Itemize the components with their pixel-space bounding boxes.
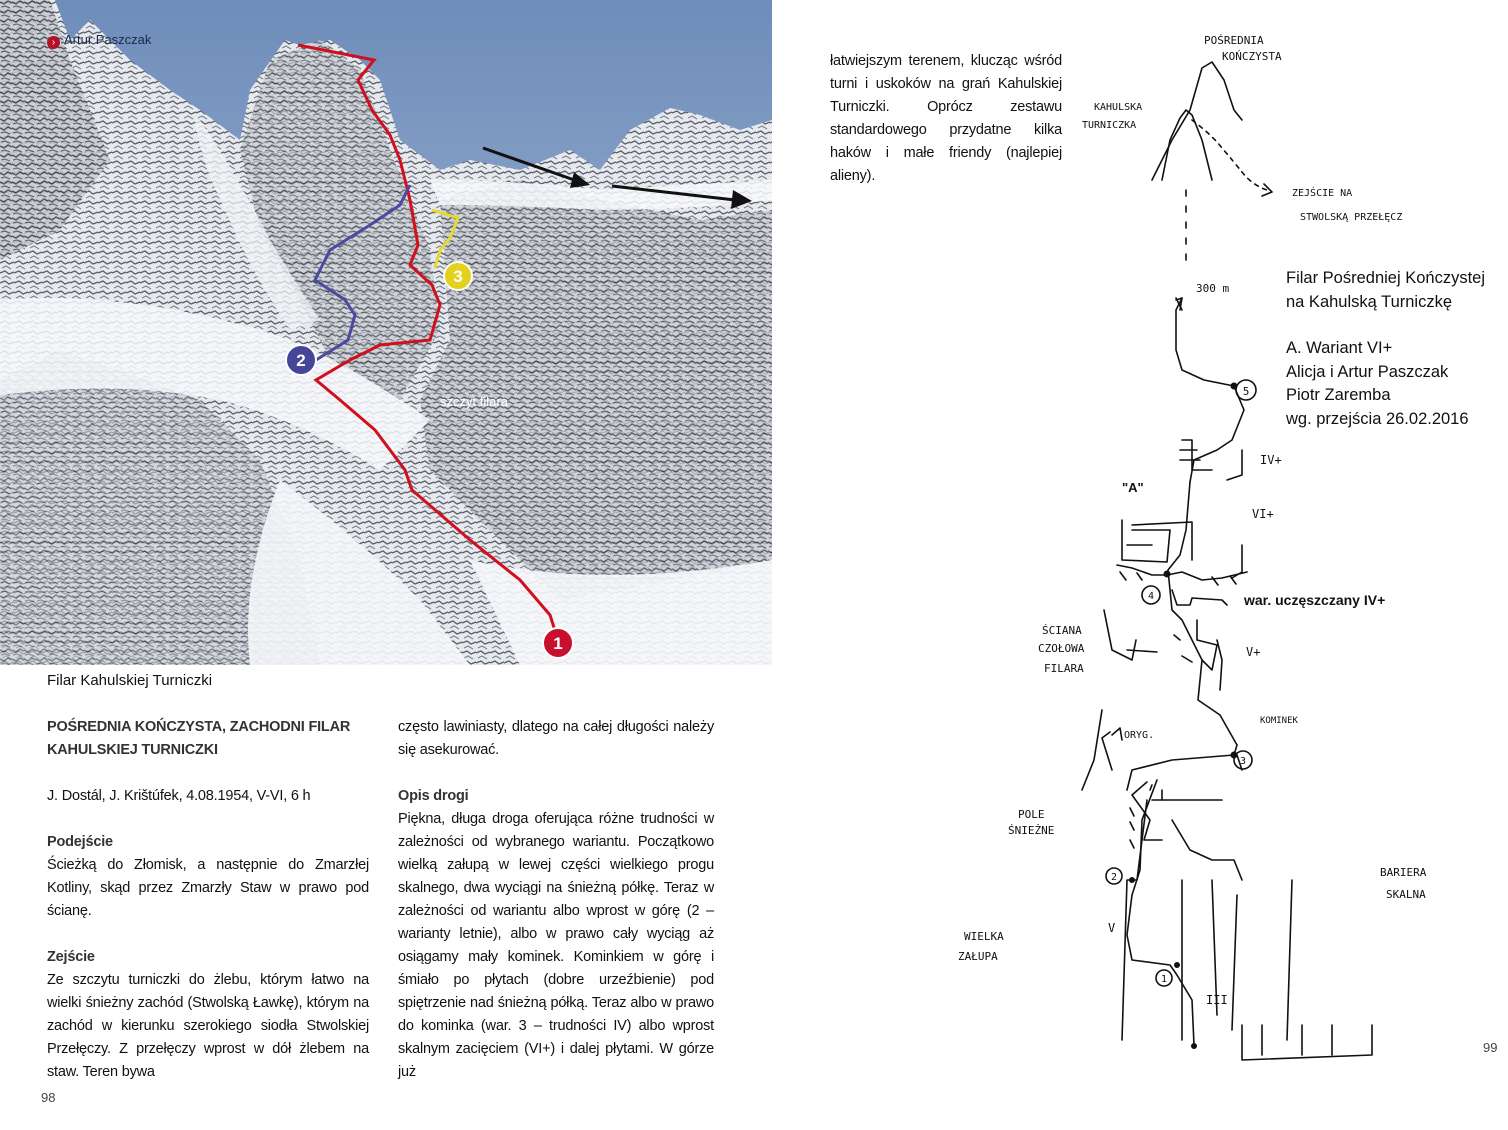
route-info-line6: wg. przejścia 26.02.2016 [1286, 409, 1469, 428]
text-column-1 [47, 716, 369, 1084]
page-number-left: 98 [41, 1090, 56, 1105]
route-info-block [1286, 267, 1485, 431]
label-common-variant: war. uczęszczany IV+ [1244, 592, 1386, 608]
photo-caption: Filar Kahulskiej Turniczki [47, 672, 213, 689]
description-text: Piękna, długa droga oferująca różne trudności w zależności od wybranego wariantu. Początkowo wielką załupą w lewej części wielkiego progu skalnego, dwa wyciągi na śnieżną półkę. Teraz w zależności od wariantu albo wprost w górę (2 – warianty letnie), albo w prawo cały wyciąg aż osiągamy mały kominek. Kominkiem w górę i śmiało po płytach (dobre urzeźbienie) pod spiętrzenie nad śnieżną półką. Teraz albo w prawo do kominka (war. 3 – trudności IV) albo wprost skalnym zacięciem (VI+) i dalej płytami. W górze już [398, 811, 714, 1080]
page-number-right: 99 [1483, 1040, 1498, 1055]
label-wielka-2: ZAŁUPA [958, 950, 998, 963]
label-bariera-1: BARIERA [1380, 866, 1427, 879]
label-grade-iii: III [1206, 993, 1228, 1007]
descent-text: Ze szczytu turniczki do żlebu, którym łatwo na wielki śnieżny zachód (Stwolską Ławkę), którym na zachód w kierunku szerokiego siodła Stwolskiej Przełęczy. Z przełęczy wprost w dół żlebem na staw. Teren bywa [47, 972, 369, 1080]
label-kahulska-2: TURNICZKA [1082, 120, 1137, 131]
label-kominek: KOMINEK [1260, 716, 1298, 726]
descent-text-continued: często lawiniasty, dlatego na całej długości należy się asekurować. [398, 719, 714, 758]
photo-credit-text: Artur Paszczak [64, 32, 152, 47]
right-page [772, 0, 1508, 1130]
label-kahulska-1: KAHULSKA [1094, 102, 1143, 113]
label-distance: 300 m [1196, 282, 1230, 295]
route-info-line5: Piotr Zaremba [1286, 386, 1391, 404]
photo-credit [47, 32, 151, 49]
label-variant-a: "A" [1122, 480, 1144, 495]
belay-1-label: 1 [1160, 974, 1168, 985]
text-column-2 [398, 716, 714, 1084]
approach-heading: Podejście [47, 834, 113, 850]
route-info-line3: A. Wariant VI+ [1286, 339, 1393, 357]
mountain-photo [0, 0, 772, 665]
label-grade-v: V [1108, 921, 1116, 935]
label-sciana-2: CZOŁOWA [1038, 642, 1085, 655]
topo-sketch [772, 0, 1508, 1130]
belay-5-label: 5 [1242, 385, 1250, 398]
label-sciana-3: FILARA [1044, 662, 1084, 675]
label-oryg: ORYG. [1124, 730, 1155, 741]
summit-label: szczyt filara [440, 394, 508, 409]
label-zejscie-1: ZEJŚCIE NA [1292, 188, 1353, 199]
label-wielka-1: WIELKA [964, 930, 1004, 943]
label-sciana-1: ŚCIANA [1042, 624, 1082, 637]
intro-text: łatwiejszym terenem, klucząc wśród turni i uskoków na grań Kahulskiej Turniczki. Oprócz zestawu standardowego przydatne kilka haków i małe friendy (najlepiej alieny). [830, 53, 1062, 184]
approach-text: Ścieżką do Złomisk, a następnie do Zmarzłej Kotliny, skąd przez Zmarzły Staw w prawo pod ścianę. [47, 857, 369, 919]
label-grade-iv-plus: IV+ [1260, 453, 1282, 467]
route-authors: J. Dostál, J. Krištúfek, 4.08.1954, V-VI, 6 h [47, 788, 311, 804]
route-info-line1: Filar Pośredniej Kończystej [1286, 269, 1485, 287]
route-info-line2: na Kahulską Turniczkę [1286, 292, 1453, 311]
route-info-line4: Alicja i Artur Paszczak [1286, 362, 1449, 381]
label-pole-2: ŚNIEŻNE [1008, 824, 1055, 837]
camera-icon: › [47, 36, 60, 49]
descent-heading: Zejście [47, 949, 95, 965]
label-posrednia-1: POŚREDNIA [1204, 34, 1264, 47]
route-2-marker: 2 [296, 351, 306, 370]
label-grade-vi-plus: VI+ [1252, 507, 1274, 521]
belay-3-label: 3 [1239, 756, 1247, 767]
label-grade-v-plus: V+ [1246, 645, 1261, 659]
belay-4-label: 4 [1147, 591, 1155, 602]
belay-2-label: 2 [1110, 872, 1118, 883]
route-title-line1: POŚREDNIA KOŃCZYSTA, ZACHODNI FILAR [47, 719, 351, 735]
route-3-marker: 3 [453, 267, 463, 286]
route-title-line2: KAHULSKIEJ TURNICZKI [47, 742, 218, 758]
label-zejscie-2: STWOLSKĄ PRZEŁĘCZ [1300, 212, 1403, 223]
description-heading: Opis drogi [398, 788, 469, 804]
label-bariera-2: SKALNA [1386, 888, 1426, 901]
route-1-marker: 1 [553, 634, 563, 653]
label-pole-1: POLE [1018, 808, 1045, 821]
label-posrednia-2: KOŃCZYSTA [1222, 50, 1282, 63]
